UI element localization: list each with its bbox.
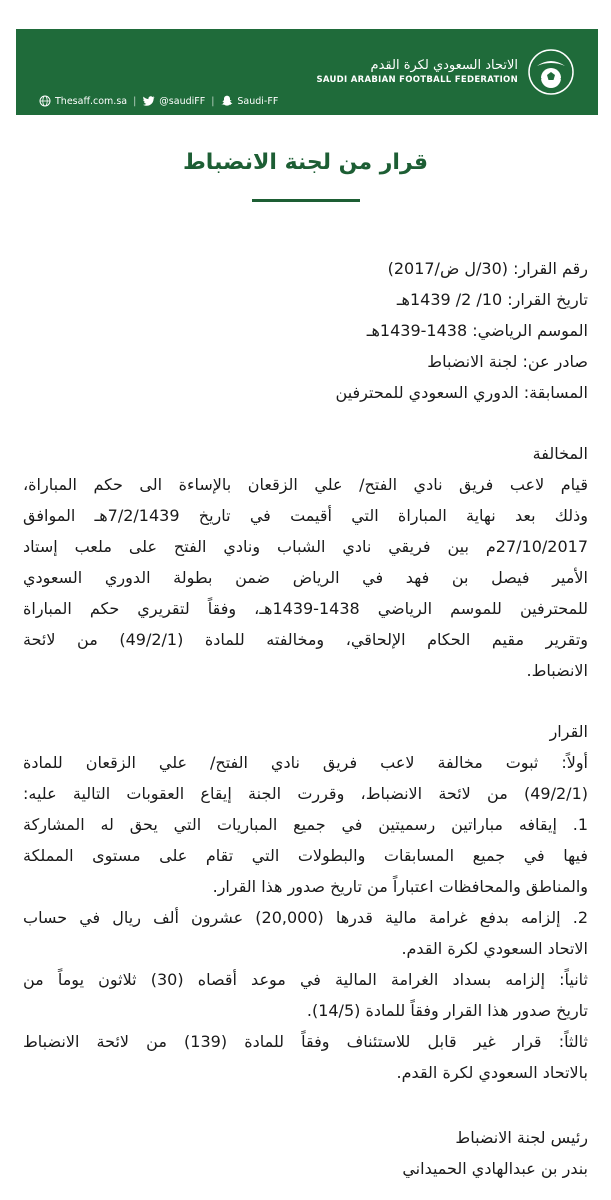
decision-line: ثانياً: إلزامه بسداد الغرامة المالية في موعد أقصاه (30) ثلاثون يوماً من [23, 970, 589, 989]
federation-logo-icon [526, 47, 576, 97]
title-underline [252, 199, 360, 202]
decision-heading: القرار [549, 722, 588, 741]
snapchat-icon [220, 95, 233, 108]
decision-line: أولاً: ثبوت مخالفة لاعب فريق نادي الفتح/ علي الزقعان للمادة [23, 753, 588, 772]
snapchat-handle[interactable]: Saudi-FF [237, 95, 279, 107]
globe-icon [38, 95, 51, 108]
decision-line: الاتحاد السعودي لكرة القدم. [401, 939, 588, 958]
decision-line: ثالثاً: قرار غير قابل للاستئناف وفقاً للمادة (139) من لائحة الانضباط [23, 1032, 588, 1051]
issued-by: صادر عن: لجنة الانضباط [427, 352, 588, 371]
social-links [38, 91, 278, 111]
document-title: قرار من لجنة الانضباط [182, 150, 429, 175]
decision-line: والمناطق والمحافظات اعتباراً من تاريخ صدور هذا القرار. [212, 877, 588, 896]
decision-line: (49/2/1) من لائحة الانضباط، وقررت الجنة إيقاع العقوبات التالية عليه: [23, 784, 588, 803]
competition: المسابقة: الدوري السعودي للمحترفين [335, 383, 588, 402]
violation-line: 27/10/2017م بين فريقي نادي الشباب ونادي الفتح على ملعب إستاد [23, 537, 588, 556]
twitter-icon [142, 95, 155, 108]
violation-line: الانضباط. [526, 661, 588, 680]
brand-text [316, 58, 518, 86]
violation-line: قيام لاعب فريق نادي الفتح/ علي الزقعان بالإساءة الى حكم المباراة، [23, 475, 588, 494]
decision-line: تاريخ صدور هذا القرار وفقاً للمادة (14/5). [306, 1001, 588, 1020]
header-banner [16, 29, 598, 115]
violation-heading: المخالفة [532, 444, 588, 463]
decision-number: رقم القرار: (30/ل ض/2017) [387, 259, 588, 278]
brand-name-english: SAUDI ARABIAN FOOTBALL FEDERATION [316, 75, 518, 85]
decision-line: بالاتحاد السعودي لكرة القدم. [396, 1063, 588, 1082]
decision-line: فيها في جميع المسابقات والبطولات التي تقام على مستوى المملكة [23, 846, 588, 865]
violation-line: وتقرير مقيم الحكام الإلحاقي، ومخالفته للمادة (49/2/1) من لائحة [23, 630, 588, 649]
brand-name-arabic: الاتحاد السعودي لكرة القدم [370, 58, 518, 73]
decision-line: 2. إلزامه بدفع غرامة مالية قدرها (20,000) عشرون ألف ريال في حساب [23, 908, 588, 927]
decision-date: تاريخ القرار: 10/ 2/ 1439هـ [396, 290, 588, 309]
violation-line: للمحترفين للموسم الرياضي 1438-1439هـ، وفقاً لتقريري حكم المباراة [23, 599, 589, 618]
signature-title: رئيس لجنة الانضباط [455, 1128, 588, 1147]
sports-season: الموسم الرياضي: 1438-1439هـ [366, 321, 588, 340]
separator: | [211, 95, 215, 107]
violation-line: وذلك بعد نهاية المباراة التي أقيمت في تاريخ 7/2/1439هـ الموافق [23, 506, 589, 525]
twitter-handle[interactable]: @saudiFF [159, 95, 206, 107]
website-link[interactable]: Thesaff.com.sa [55, 95, 128, 107]
signature-name: بندر بن عبدالهادي الحميداني [402, 1159, 588, 1178]
decision-line: 1. إيقافه مباراتين رسميتين في جميع المباريات التي يحق له المشاركة [23, 815, 588, 834]
separator: | [133, 95, 137, 107]
federation-brand [316, 43, 576, 101]
violation-line: الأمير فيصل بن فهد في الرياض ضمن بطولة الدوري السعودي [23, 568, 588, 587]
